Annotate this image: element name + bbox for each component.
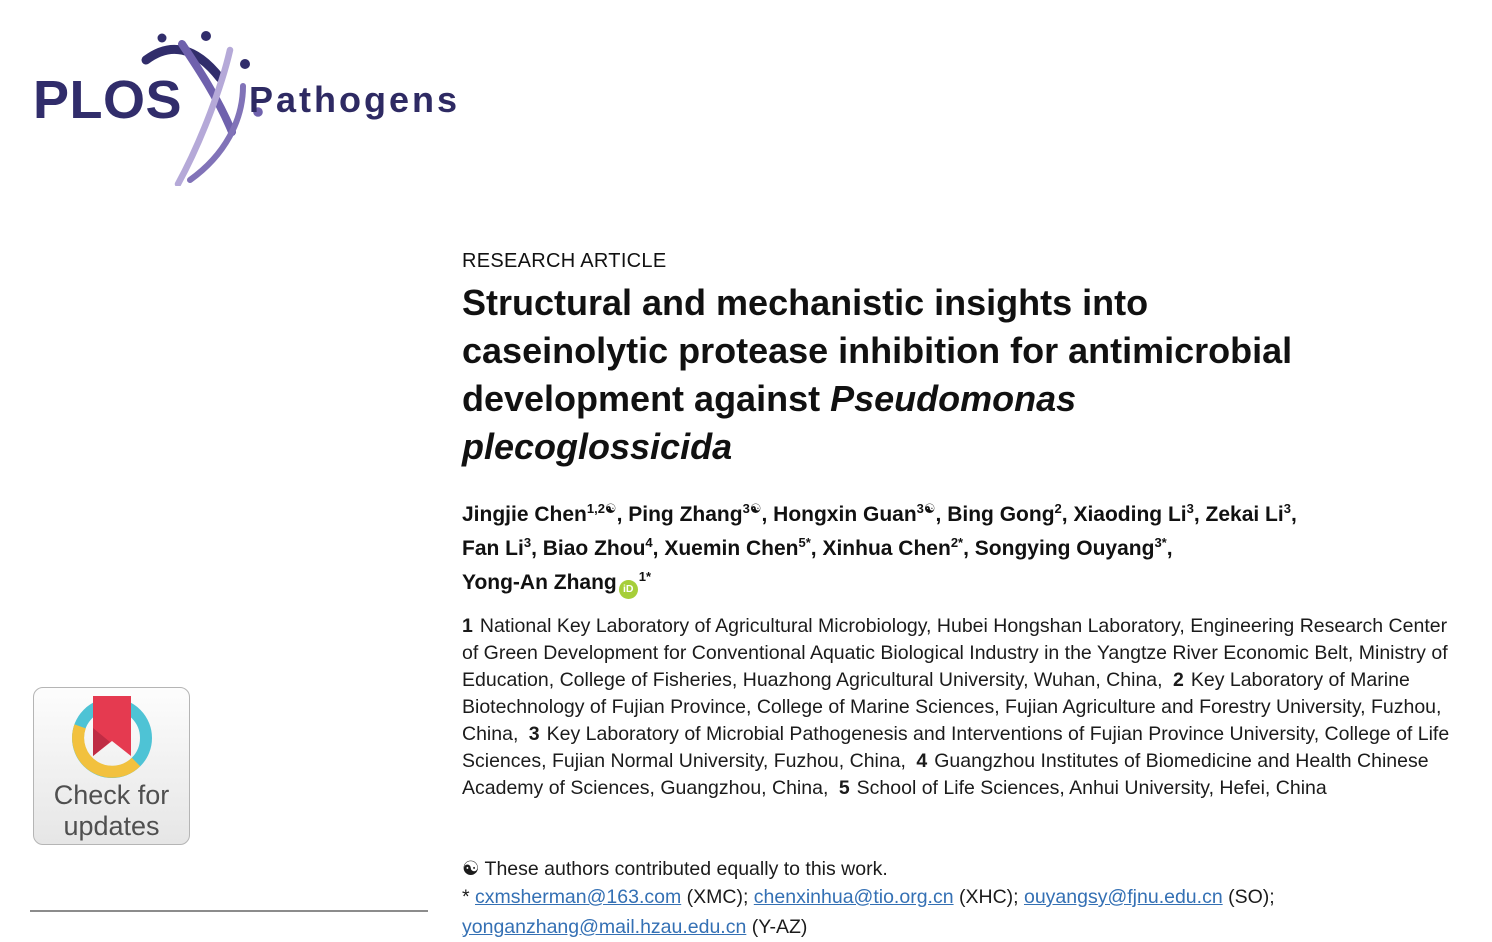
affiliations <box>462 613 1458 802</box>
equal-contribution-note <box>462 856 888 883</box>
crossmark-icon <box>34 694 191 782</box>
title-line <box>462 375 1292 423</box>
yin-yang-icon: ☯ <box>462 858 480 880</box>
correspondence-marker: * <box>462 886 476 908</box>
affiliation-text: National Key Laboratory of Agricultural Microbiology, Hubei Hongshan Laboratory, Engineering Research Center of Green Development for Conventional Aquatic Biological Industry in the Yangtze River Economic Belt, Ministry of Education, College of Fisheries, Huazhong Agricultural University, Wuhan, China, <box>462 615 1448 691</box>
author: Jingjie Chen$^{1,2☯}$, <box>462 501 629 526</box>
author: Ping Zhang$^{3☯}$, <box>628 501 774 526</box>
author-line <box>462 566 1297 600</box>
email-initials: (XHC); <box>953 886 1024 908</box>
author: Songying Ouyang$^{3*}$, <box>974 535 1173 560</box>
title-line: caseinolytic protease inhibition for antimicrobial <box>462 330 1293 371</box>
plos-wordmark: PLOS <box>33 70 183 130</box>
affiliation-number: 3 <box>528 723 540 745</box>
title-species-italic: Pseudomonas <box>830 378 1077 419</box>
author: Xuemin Chen$^{5*}$, <box>664 535 823 560</box>
affiliation-text: Key Laboratory of Marine Biotechnology of Fujian Province, College of Marine Sciences, Fujian Agriculture and Forestry University, Fuzhou, China, <box>462 669 1442 745</box>
check-for-updates-badge[interactable] <box>33 687 190 845</box>
title-species-italic: plecoglossicida <box>462 426 733 467</box>
article-type-label: RESEARCH ARTICLE <box>462 250 667 272</box>
author: Hongxin Guan$^{3☯}$, <box>773 501 948 526</box>
article-title <box>462 279 1292 471</box>
author: Xinhua Chen$^{2*}$, <box>822 535 975 560</box>
affiliation-number: 2 <box>1172 669 1184 691</box>
author: Zekai Li$^3$, <box>1205 501 1297 526</box>
affiliation-number: 5 <box>838 777 850 799</box>
orcid-icon[interactable] <box>619 580 638 599</box>
affiliation-text: Key Laboratory of Microbial Pathogenesis and Interventions of Fujian Province University, College of Life Sciences, Fujian Normal University, Fuzhou, China, <box>462 723 1450 772</box>
affiliation-text: Guangzhou Institutes of Biomedicine and Health Chinese Academy of Sciences, Guangzhou, China, <box>462 750 1429 799</box>
badge-line-1: Check for <box>53 780 170 810</box>
author-line <box>462 532 1297 566</box>
author: Yong-An Zhang iD $^{1*}$ <box>462 571 651 594</box>
badge-line-2: updates <box>63 811 160 841</box>
affiliation-number: 4 <box>916 750 928 772</box>
author-line <box>462 498 1297 532</box>
email-link-y-az[interactable]: yonganzhang@mail.hzau.edu.cn <box>462 916 747 938</box>
journal-name: Pathogens <box>249 79 461 120</box>
email-initials: (Y-AZ) <box>746 916 808 938</box>
email-link-so[interactable]: ouyangsy@fjnu.edu.cn <box>1023 886 1223 908</box>
left-column-divider <box>30 910 428 912</box>
affiliation-text: School of Life Sciences, Anhui University, Hefei, China <box>856 777 1327 799</box>
author: Biao Zhou$^4$, <box>542 535 665 560</box>
author: Xiaoding Li$^3$, <box>1073 501 1206 526</box>
email-link-xhc[interactable]: chenxinhua@tio.org.cn <box>753 886 954 908</box>
title-line: Structural and mechanistic insights into <box>462 282 1149 323</box>
equal-contribution-text: These authors contributed equally to this work. <box>479 858 888 880</box>
email-initials: (SO); <box>1222 886 1275 908</box>
check-for-updates-label <box>34 780 189 842</box>
title-line <box>462 423 1292 471</box>
author: Bing Gong$^2$, <box>947 501 1074 526</box>
title-text: development against <box>462 378 831 419</box>
orcid-id-label: iD <box>623 583 634 595</box>
email-initials: (XMC); <box>681 886 754 908</box>
author: Fan Li$^3$, <box>462 535 543 560</box>
affiliation-number: 1 <box>462 615 473 637</box>
author-list <box>462 498 1297 600</box>
plos-pathogens-logo <box>30 8 500 188</box>
correspondence-note <box>462 882 1445 942</box>
email-link-xmc[interactable]: cxmsherman@163.com <box>475 886 682 908</box>
article-header <box>462 0 1450 942</box>
